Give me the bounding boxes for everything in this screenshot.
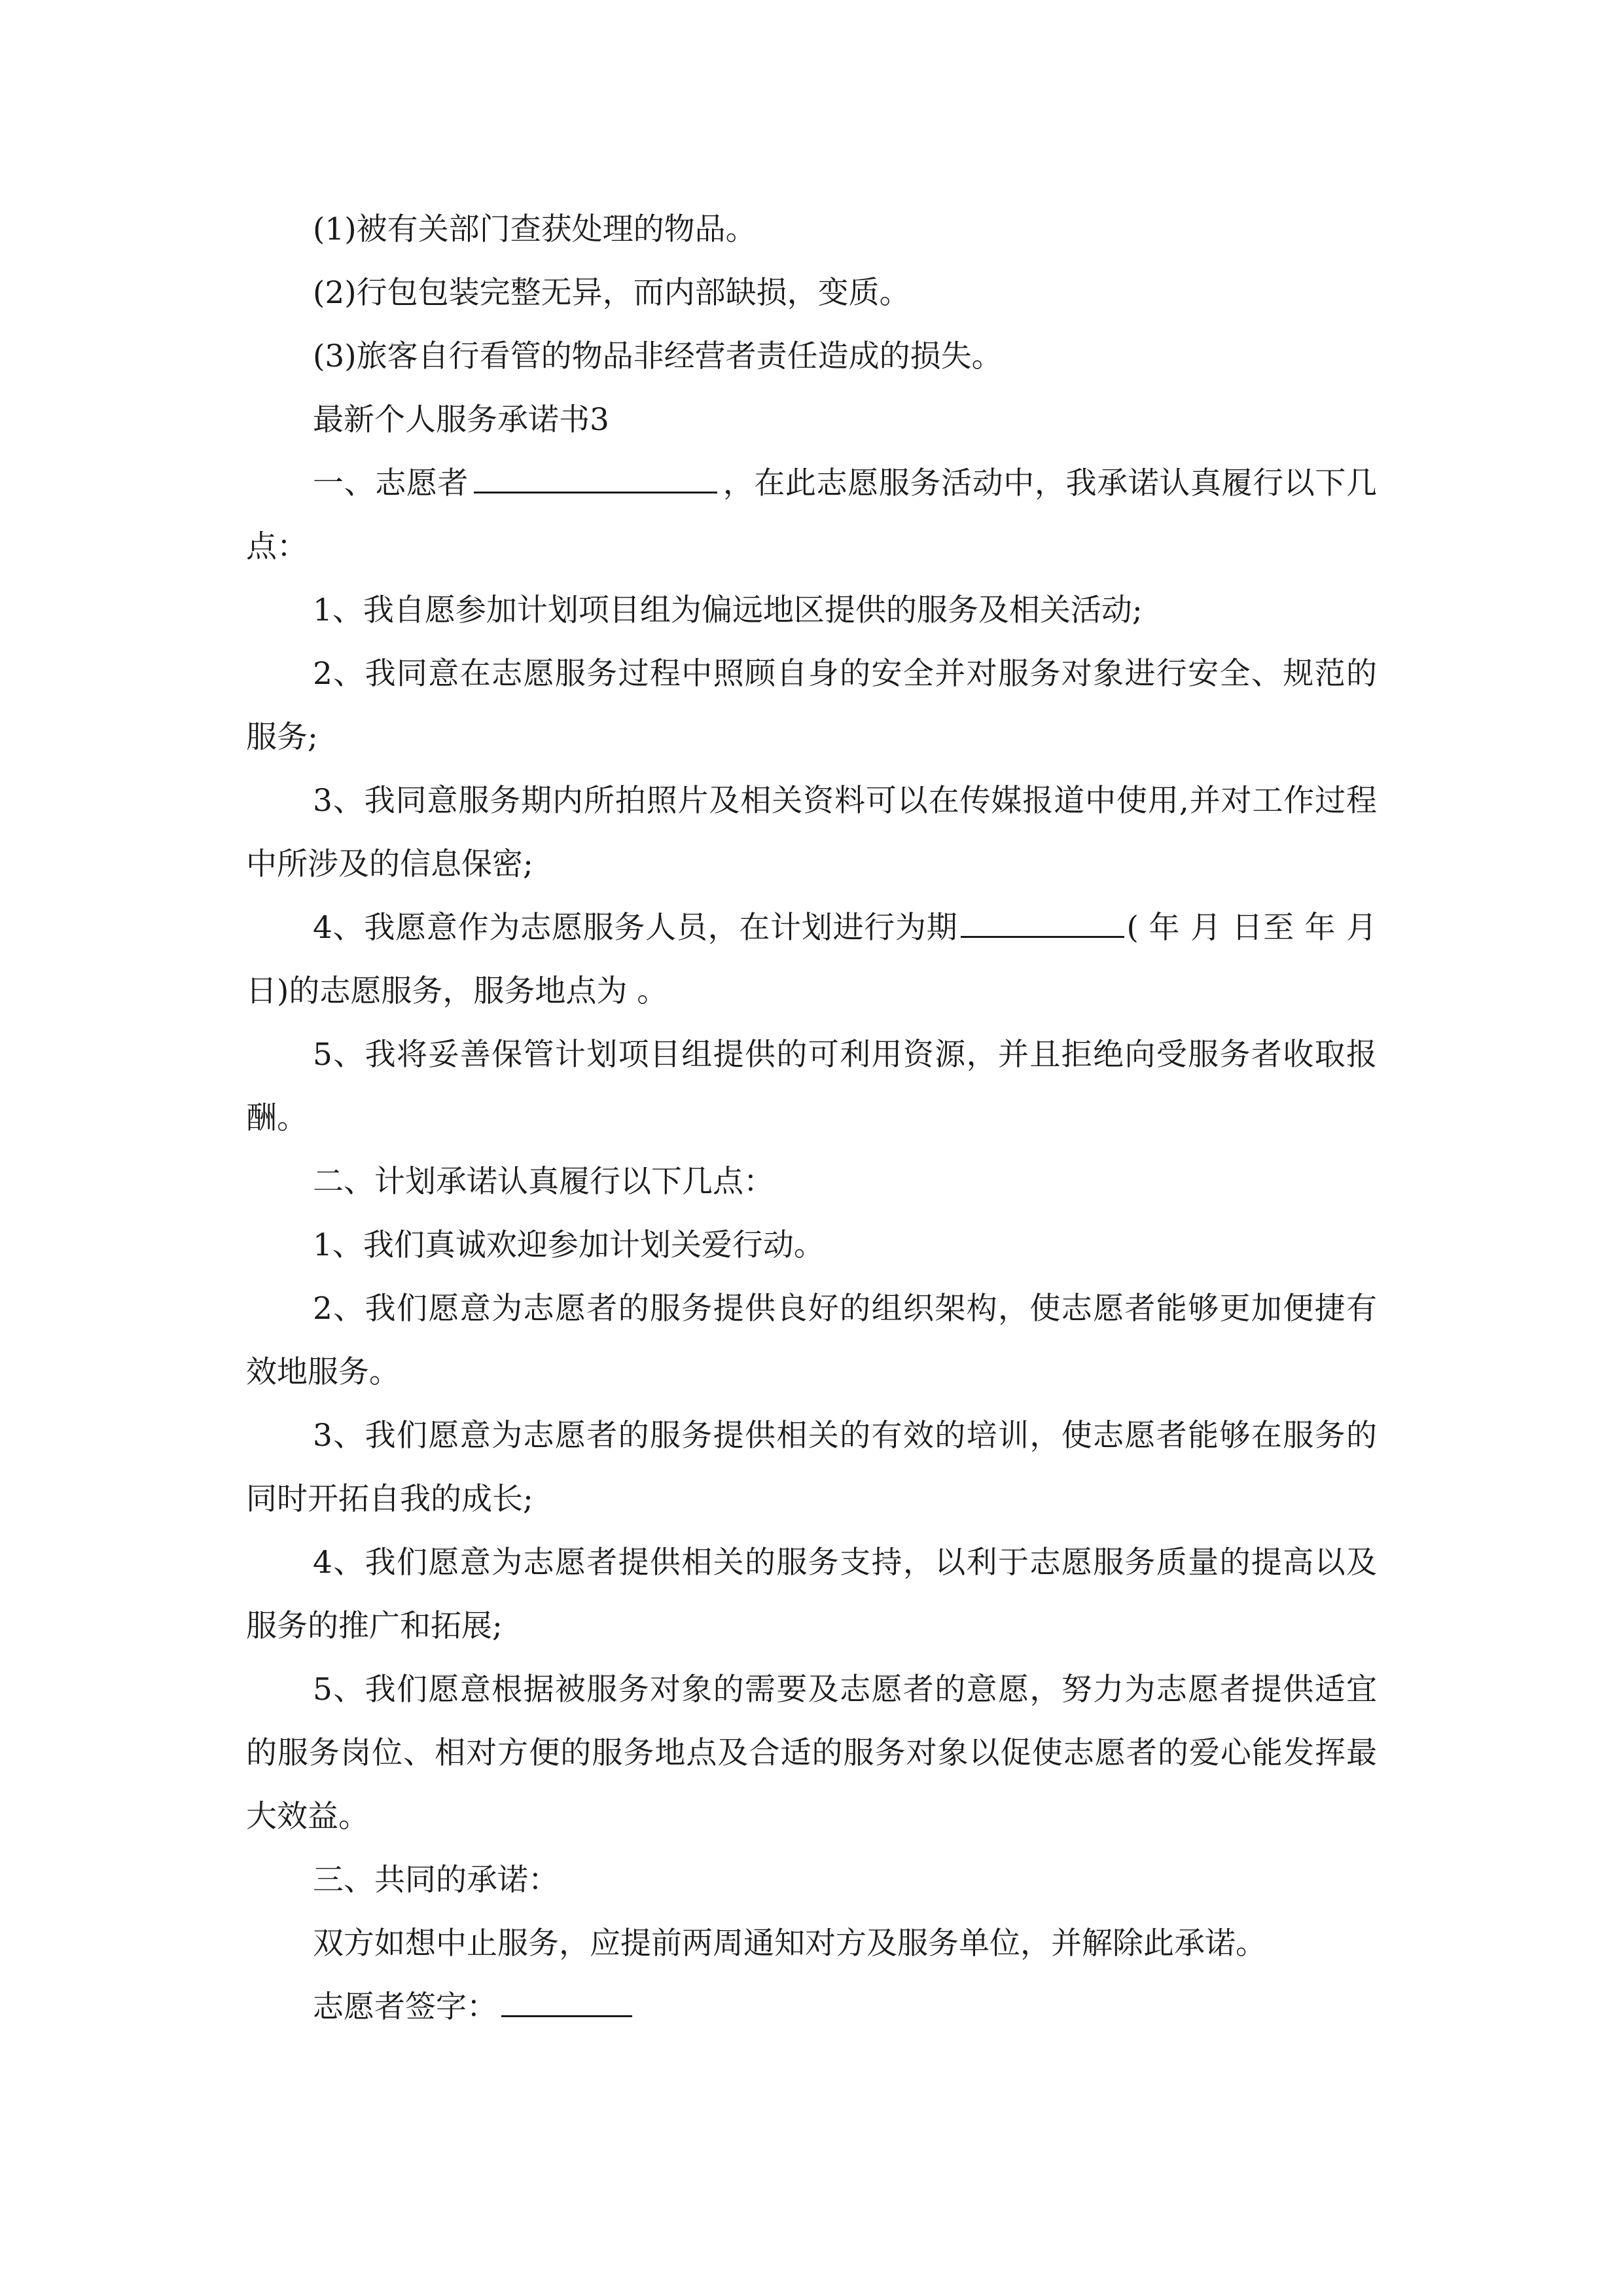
section2-item-2: 2、我们愿意为志愿者的服务提供良好的组织架构，使志愿者能够更加便捷有效地服务。 (246, 1291, 1377, 1390)
section1-item-4-suffix: ( 年 月 日至 年 月 日)的志愿服务，服务地点为 。 (246, 910, 1387, 1009)
section1-item-4-prefix: 4、我愿意作为志愿服务人员，在计划进行为期 (313, 910, 958, 946)
service-period-blank (961, 907, 1124, 938)
signature-line (246, 1975, 1377, 2039)
section1-item-5: 5、我将妥善保管计划项目组提供的可利用资源，并且拒绝向受服务者收取报酬。 (246, 1037, 1377, 1136)
section2-item-1: 1、我们真诚欢迎参加计划关爱行动。 (313, 1227, 825, 1263)
section1-item-1: 1、我自愿参加计划项目组为偏远地区提供的服务及相关活动; (313, 592, 1143, 628)
signature-label: 志愿者签字： (313, 1989, 497, 2025)
section-heading-pledge-3: 最新个人服务承诺书3 (313, 402, 609, 438)
section2-heading: 二、计划承诺认真履行以下几点： (313, 1164, 774, 1200)
section1-item-3: 3、我同意服务期内所拍照片及相关资料可以在传媒报道中使用,并对工作过程中所涉及的信息保密; (246, 783, 1377, 882)
paragraph-item-2: (2)行包包装完整无异，而内部缺损，变质。 (313, 275, 910, 311)
section1-intro-prefix: 一、志愿者 (313, 465, 469, 501)
section2-item-3: 3、我们愿意为志愿者的服务提供相关的有效的培训，使志愿者能够在服务的同时开拓自我的成长; (246, 1418, 1377, 1517)
section1-intro (246, 452, 1377, 579)
section2-item-4: 4、我们愿意为志愿者提供相关的服务支持，以利于志愿服务质量的提高以及服务的推广和拓展; (246, 1545, 1377, 1644)
section1-intro-suffix: ，在此志愿服务活动中，我承诺认真履行以下几点： (246, 465, 1377, 565)
volunteer-name-blank (474, 463, 717, 493)
signature-blank (501, 1986, 632, 2017)
document-body (246, 198, 1387, 2039)
section1-item-2: 2、我同意在志愿服务过程中照顾自身的安全并对服务对象进行安全、规范的服务; (246, 656, 1377, 755)
paragraph-item-3: (3)旅客自行看管的物品非经营者责任造成的损失。 (313, 338, 1003, 374)
section2-item-5: 5、我们愿意根据被服务对象的需要及志愿者的意愿，努力为志愿者提供适宜的服务岗位、相对方便的服务地点及合适的服务对象以促使志愿者的爱心能发挥最大效益。 (246, 1672, 1377, 1835)
section3-text: 双方如想中止服务，应提前两周通知对方及服务单位，并解除此承诺。 (313, 1926, 1266, 1962)
paragraph-item-1: (1)被有关部门查获处理的物品。 (313, 211, 757, 247)
section3-heading: 三、共同的承诺： (313, 1862, 559, 1898)
section1-item-4 (246, 896, 1387, 1023)
